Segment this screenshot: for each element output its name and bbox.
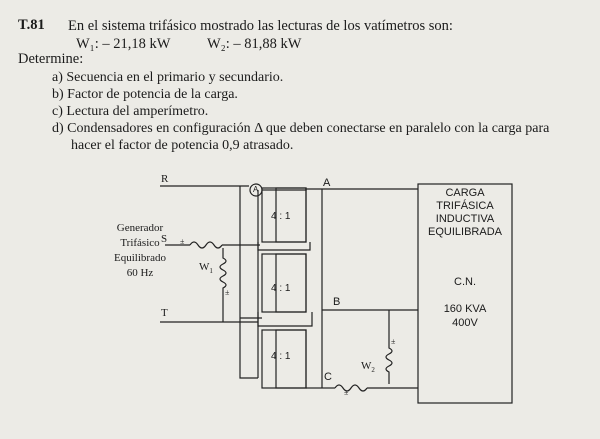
wattmeter1-label: $W_1$ — [199, 261, 213, 276]
w1-reading: W₁: – 21,18 kW — [76, 36, 171, 52]
question-c: c) Lectura del amperímetro. — [52, 104, 209, 119]
wattmeter2-label: $W_2$ — [361, 360, 375, 375]
generator-line-2: Trifásico — [120, 237, 160, 249]
load-title-1: CARGA — [445, 187, 485, 199]
ammeter-label: A — [253, 185, 259, 194]
generator-line-4: 60 Hz — [126, 267, 154, 279]
determine-label: Determine: — [18, 51, 84, 67]
load-kva: 160 KVA — [443, 303, 487, 315]
question-d-cont: hacer el factor de potencia 0,9 atrasado. — [71, 138, 294, 153]
load-voltage: 400V — [452, 317, 478, 329]
node-a-label: A — [323, 177, 331, 189]
generator-line-3: Equilibrado — [114, 252, 166, 264]
primary-bus-left — [240, 186, 258, 378]
polarity-mark-w1-current: ± — [180, 237, 185, 246]
wattmeter2-voltage-coil — [386, 310, 392, 384]
question-b: b) Factor de potencia de la carga. — [52, 87, 238, 102]
transformer-3-ratio: 4 : 1 — [271, 351, 291, 362]
load-title-4: EQUILIBRADA — [428, 226, 502, 238]
interconnect-1 — [258, 242, 310, 250]
load-cn: C.N. — [454, 276, 476, 288]
line-t-label: T — [161, 307, 168, 319]
wattmeter1-current-coil — [190, 242, 222, 248]
generator-line-1: Generador — [116, 222, 164, 234]
question-d: d) Condensadores en configuración Δ que deben conectarse en paralelo con la carga para — [52, 121, 550, 136]
transformer-2-ratio: 4 : 1 — [271, 283, 291, 294]
problem-number: T.81 — [18, 17, 45, 33]
node-c-label: C — [324, 371, 332, 383]
line-r-label: R — [161, 173, 169, 185]
wattmeter1-voltage-coil — [220, 248, 226, 322]
w2-reading: W₂: – 81,88 kW — [207, 36, 302, 52]
node-b-label: B — [333, 296, 341, 308]
load-title-2: TRIFÁSICA — [436, 200, 494, 212]
polarity-mark-w2-voltage: ± — [391, 337, 396, 346]
line-a-wire — [276, 189, 418, 190]
polarity-mark-w1-voltage: ± — [225, 288, 230, 297]
polarity-mark-w2-current: ± — [344, 388, 349, 397]
interconnect-2 — [258, 312, 312, 326]
load-title-3: INDUCTIVA — [435, 213, 495, 225]
question-a: a) Secuencia en el primario y secundario. — [52, 70, 284, 85]
line-s-label: S — [161, 233, 168, 245]
problem-intro: En el sistema trifásico mostrado las lecturas de los vatímetros son: — [68, 18, 453, 34]
transformer-1-ratio: 4 : 1 — [271, 211, 291, 222]
wattmeter2-current-coil — [335, 385, 367, 391]
